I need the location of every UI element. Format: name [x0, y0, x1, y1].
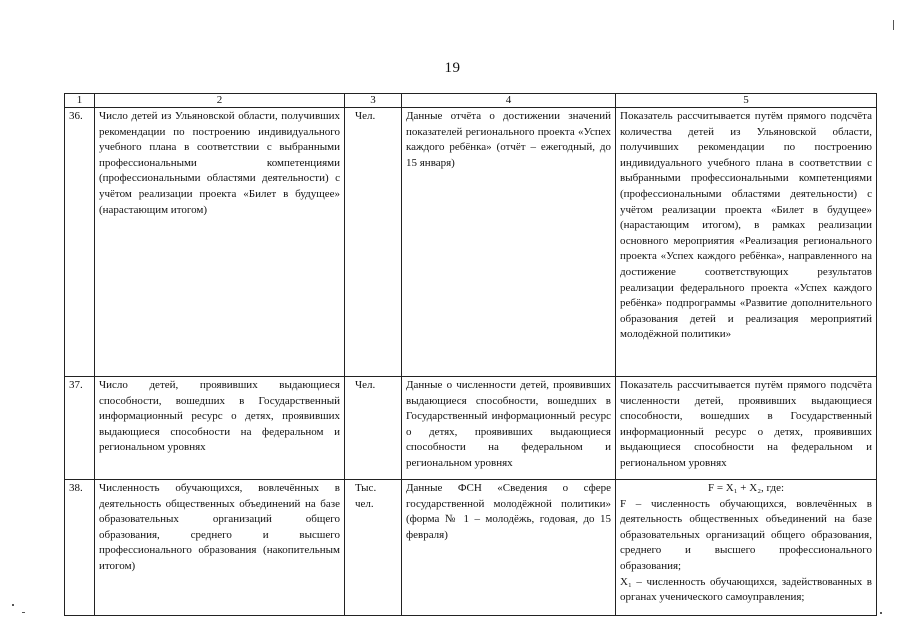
calculation-method — [616, 480, 877, 616]
formula-definition: X₁ – численность обучающихся, задействованных в органах ученического самоуправления; — [620, 575, 872, 604]
table-row — [65, 480, 877, 616]
unit-of-measure: Тыс. чел. — [345, 480, 402, 616]
data-source: Данные о численности детей, проявивших выдающиеся способности, вошедших в Государственный информационный ресурс о детях, проявивших выдающиеся способности на федеральном и региональном уровнях — [402, 377, 616, 480]
scan-speck — [880, 612, 882, 614]
column-header: 3 — [345, 94, 402, 108]
formula-definition: F – численность обучающихся, вовлечённых в деятельность общественных объединений на базе образовательных организаций общего образования, среднего и высшего профессионального образования; — [620, 497, 872, 572]
scan-speck — [22, 612, 25, 613]
column-header: 5 — [616, 94, 877, 108]
row-number: 37. — [65, 377, 95, 480]
indicator-name: Численность обучающихся, вовлечённых в деятельность общественных объединений на базе образовательных организаций общего образования, среднего и высшего профессионального образования (накопительным итогом) — [95, 480, 345, 616]
unit-of-measure: Чел. — [345, 377, 402, 480]
table-row — [65, 377, 877, 480]
row-number: 38. — [65, 480, 95, 616]
scan-speck — [12, 604, 14, 606]
indicator-name: Число детей, проявивших выдающиеся способности, вошедших в Государственный информационный ресурс о детях, проявивших выдающиеся способности на федеральном и региональном уровнях — [95, 377, 345, 480]
row-number: 36. — [65, 108, 95, 377]
data-source: Данные отчёта о достижении значений показателей регионального проекта «Успех каждого ребёнка» (отчёт – ежегодный, до 15 января) — [402, 108, 616, 377]
calculation-method: Показатель рассчитывается путём прямого подсчёта количества детей из Ульяновской области, получивших рекомендации по построению индивидуального учебного плана в соответствии с выбранными профессиональными компетенциями (профессиональными областями деятельности) с учётом реализации проекта «Билет в будущее» (нарастающим итогом), в рамках реализации основного мероприятия «Реализация регионального проекта «Успех каждого ребёнка», направленного на достижение соответствующих результатов реализации федерального проекта «Успех каждого ребёнка» подпрограммы «Развитие дополнительного образования детей и реализация мероприятий молодёжной политики» — [616, 108, 877, 377]
column-header: 4 — [402, 94, 616, 108]
column-header: 2 — [95, 94, 345, 108]
table-header-row — [65, 94, 877, 108]
indicators-table — [64, 93, 877, 616]
table-row — [65, 108, 877, 377]
page-number: 19 — [444, 60, 461, 76]
scan-speck — [893, 20, 894, 30]
column-header: 1 — [65, 94, 95, 108]
formula: F = X₁ + X₂, где: — [707, 482, 785, 494]
calculation-method: Показатель рассчитывается путём прямого подсчёта численности детей, проявивших выдающиеся способности, вошедших в Государственный информационный ресурс о детях, проявивших выдающиеся способности на федеральном и региональном уровнях — [616, 377, 877, 480]
unit-of-measure: Чел. — [345, 108, 402, 377]
indicator-name: Число детей из Ульяновской области, получивших рекомендации по построению индивидуального учебного плана в соответствии с выбранными профессиональными компетенциями (профессиональными областями деятельности) с учётом реализации проекта «Билет в будущее» (нарастающим итогом) — [95, 108, 345, 377]
data-source: Данные ФСН «Сведения о сфере государственной молодёжной политики» (форма № 1 – молодёжь, годовая, до 15 февраля) — [402, 480, 616, 616]
